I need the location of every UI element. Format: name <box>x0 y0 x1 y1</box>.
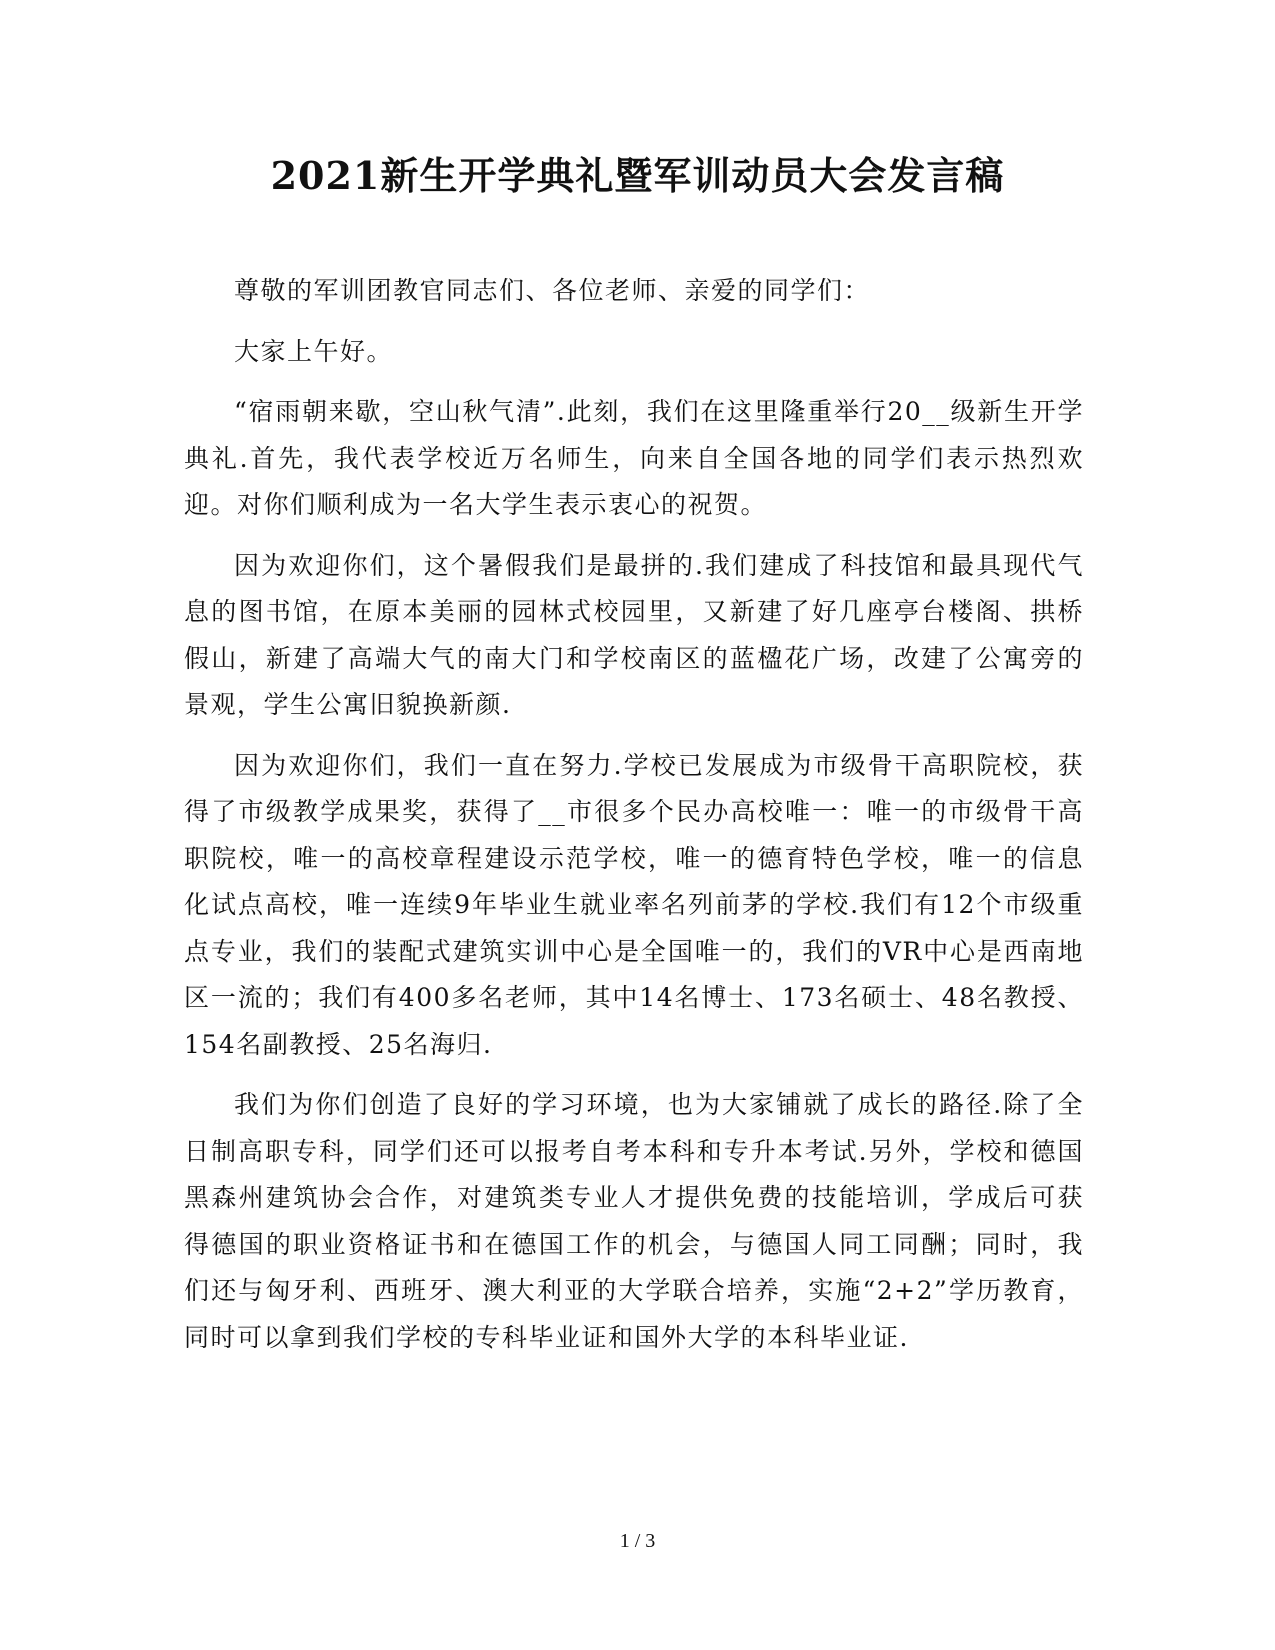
document-title: 2021新生开学典礼暨军训动员大会发言稿 <box>270 153 1005 198</box>
paragraph-achievements: 因为欢迎你们，我们一直在努力.学校已发展成为市级骨干高职院校，获得了市级教学成果奖，获得了__市很多个民办高校唯一：唯一的市级骨干高职院校，唯一的高校章程建设示范学校，唯一的德育特色学校，唯一的信息化试点高校，唯一连续9年毕业生就业率名列前茅的学校.我们有12个市级重点专业，我们的装配式建筑实训中心是全国唯一的，我们的VR中心是西南地区一流的；我们有400多名老师，其中14名博士、173名硕士、48名教授、154名副教授、25名海归. <box>184 750 1084 1059</box>
paragraph-welcome: “宿雨朝来歇，空山秋气清”.此刻，我们在这里隆重举行20__级新生开学典礼.首先，我代表学校近万名师生，向来自全国各地的同学们表示热烈欢迎。对你们顺利成为一名大学生表示衷心的祝贺。 <box>184 397 1084 519</box>
paragraph-salutation: 尊敬的军训团教官同志们、各位老师、亲爱的同学们： <box>234 276 871 305</box>
paragraph-greeting: 大家上午好。 <box>234 336 394 366</box>
document-body <box>184 268 1084 1375</box>
page-number: 1 / 3 <box>619 1530 656 1552</box>
paragraph-opportunities: 我们为你们创造了良好的学习环境，也为大家铺就了成长的路径.除了全日制高职专科，同学们还可以报考自考本科和专升本考试.另外，学校和德国黑森州建筑协会合作，对建筑类专业人才提供免费的技能培训，学成后可获得德国的职业资格证书和在德国工作的机会，与德国人同工同酬；同时，我们还与匈牙利、西班牙、澳大利亚的大学联合培养，实施“2+2”学历教育，同时可以拿到我们学校的专科毕业证和国外大学的本科毕业证. <box>184 1090 1084 1352</box>
paragraph-campus: 因为欢迎你们，这个暑假我们是最拼的.我们建成了科技馆和最具现代气息的图书馆，在原本美丽的园林式校园里，又新建了好几座亭台楼阁、拱桥假山，新建了高端大气的南大门和学校南区的蓝楹花广场，改建了公寓旁的景观，学生公寓旧貌换新颜. <box>184 550 1084 719</box>
